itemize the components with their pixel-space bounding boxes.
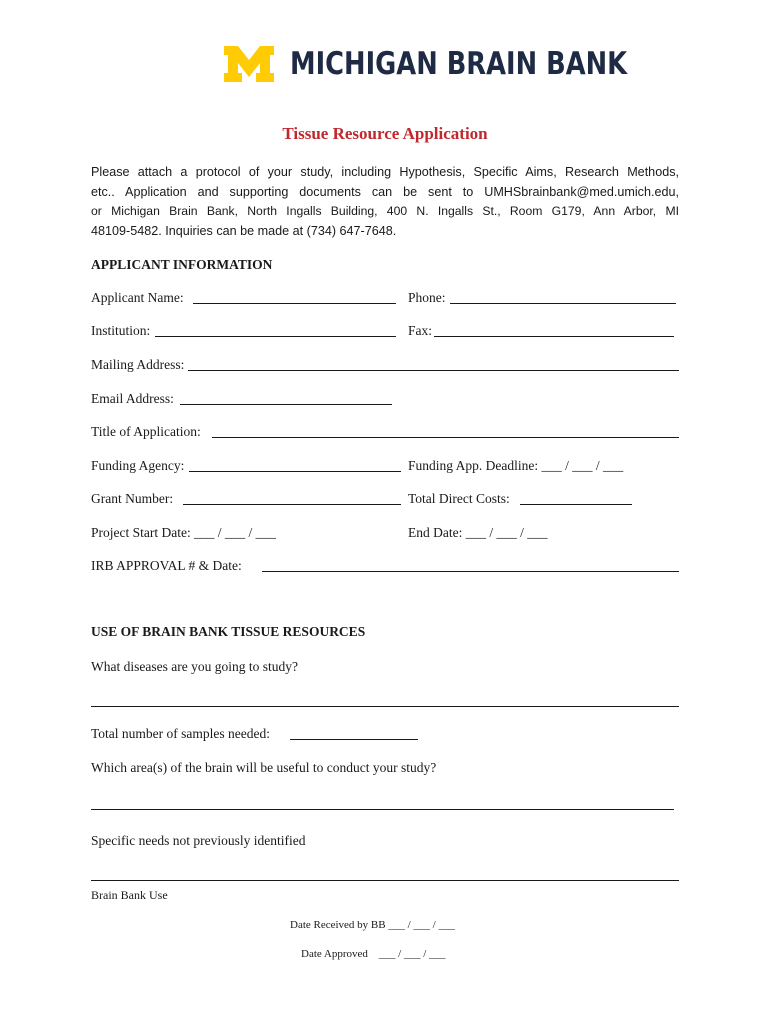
title-of-application-label: Title of Application:	[91, 424, 201, 439]
mailing-address-label: Mailing Address:	[91, 357, 185, 372]
brand-name: MICHIGAN BRAIN BANK	[290, 46, 628, 82]
total-direct-costs-field[interactable]	[520, 504, 632, 505]
intro-line: or Michigan Brain Bank, North Ingalls Building, 400 N. Ingalls St., Room G179, Ann Arbor, MI	[91, 204, 679, 218]
brain-areas-question: Which area(s) of the brain will be useful to conduct your study?	[91, 760, 437, 775]
phone-label: Phone:	[408, 290, 446, 305]
applicant-name-field[interactable]	[193, 303, 396, 304]
institution-label: Institution:	[91, 323, 151, 338]
fax-label: Fax:	[408, 323, 433, 338]
fax-field[interactable]	[434, 336, 674, 337]
tissue-section-heading: USE OF BRAIN BANK TISSUE RESOURCES	[91, 624, 366, 639]
intro-line: etc.. Application and supporting documents can be sent to UMHSbrainbank@med.umich.edu,	[91, 184, 679, 199]
brain-areas-answer-field[interactable]	[91, 809, 674, 810]
end-date-field[interactable]: End Date: ___ / ___ / ___	[408, 525, 548, 540]
date-approved-field[interactable]: Date Approved ___ / ___ / ___	[301, 948, 446, 960]
diseases-question: What diseases are you going to study?	[91, 659, 298, 674]
project-start-date-field[interactable]: Project Start Date: ___ / ___ / ___	[91, 525, 276, 540]
phone-field[interactable]	[450, 303, 676, 304]
specific-needs-question: Specific needs not previously identified	[91, 833, 306, 848]
date-received-field[interactable]: Date Received by BB ___ / ___ / ___	[290, 919, 455, 931]
grant-number-label: Grant Number:	[91, 491, 174, 506]
applicant-section-heading: APPLICANT INFORMATION	[91, 257, 273, 272]
university-m-logo-icon	[224, 46, 274, 82]
total-samples-field[interactable]	[290, 739, 418, 740]
funding-deadline-field[interactable]: Funding App. Deadline: ___ / ___ / ___	[408, 458, 624, 473]
intro-paragraph	[91, 163, 679, 241]
total-direct-costs-label: Total Direct Costs:	[408, 491, 510, 506]
intro-line: 48109-5482. Inquiries can be made at (734) 647-7648.	[91, 223, 397, 238]
intro-line: Please attach a protocol of your study, including Hypothesis, Specific Aims, Research Methods,	[91, 165, 679, 179]
grant-number-field[interactable]	[183, 504, 401, 505]
funding-agency-label: Funding Agency:	[91, 458, 185, 473]
page-title: Tissue Resource Application	[282, 124, 488, 143]
institution-field[interactable]	[155, 336, 396, 337]
title-of-application-field[interactable]	[212, 437, 679, 438]
specific-needs-answer-field[interactable]	[91, 880, 679, 881]
applicant-name-label: Applicant Name:	[91, 290, 184, 305]
brain-bank-use-label: Brain Bank Use	[91, 888, 168, 902]
irb-approval-field[interactable]	[262, 571, 679, 572]
mailing-address-field[interactable]	[188, 370, 679, 371]
irb-approval-label: IRB APPROVAL # & Date:	[91, 558, 242, 573]
funding-agency-field[interactable]	[189, 471, 401, 472]
diseases-answer-field[interactable]	[91, 706, 679, 707]
email-address-label: Email Address:	[91, 391, 174, 406]
total-samples-label: Total number of samples needed:	[91, 726, 271, 741]
email-address-field[interactable]	[180, 404, 392, 405]
